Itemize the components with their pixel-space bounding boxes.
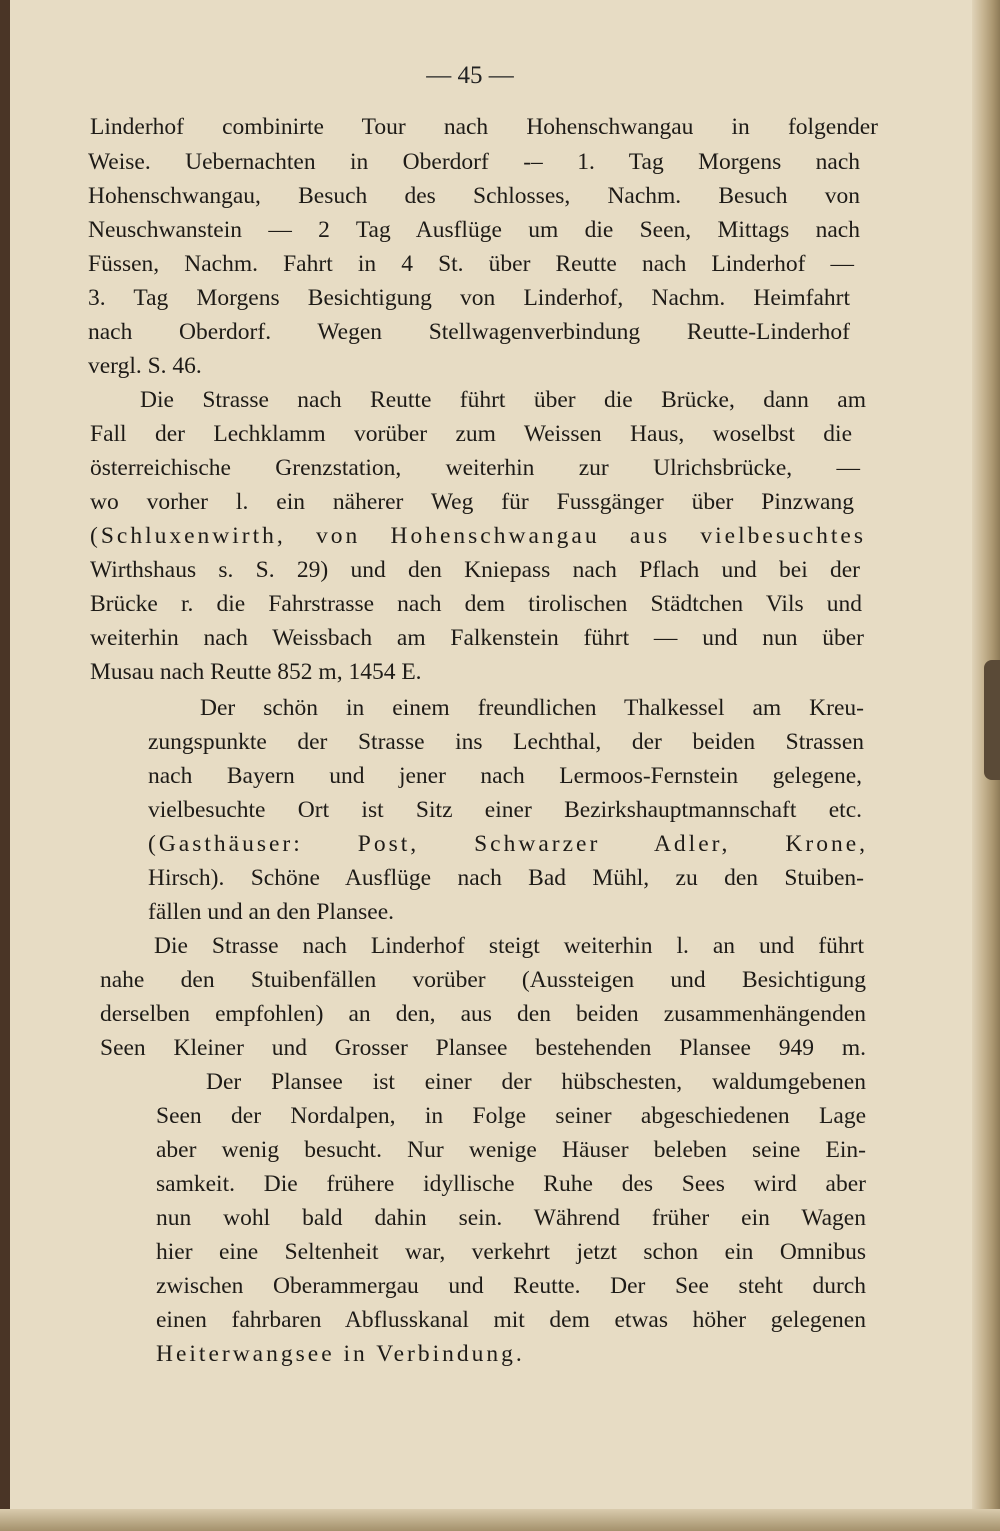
- text-line: (Schluxenwirth, von Hohenschwangau aus vielbesuchtes: [90, 523, 866, 549]
- text-line: hier eine Seltenheit war, verkehrt jetzt schon ein Omnibus: [156, 1239, 866, 1265]
- text-line: nach Oberdorf. Wegen Stellwagenverbindung Reutte-Linderhof: [88, 319, 850, 345]
- text-line: Seen Kleiner und Grosser Plansee bestehenden Plansee 949 m.: [100, 1035, 866, 1061]
- text-line: nach Bayern und jener nach Lermoos-Fernstein gelegene,: [148, 763, 862, 789]
- text-line: wo vorher l. ein näherer Weg für Fussgänger über Pinzwang: [90, 489, 854, 515]
- text-line: Neuschwanstein — 2 Tag Ausflüge um die Seen, Mittags nach: [88, 217, 860, 243]
- text-line: fällen und an den Plansee.: [148, 899, 395, 925]
- text-line: Wirthshaus s. S. 29) und den Kniepass nach Pflach und bei der: [90, 557, 860, 583]
- text-line: zwischen Oberammergau und Reutte. Der See steht durch: [156, 1273, 866, 1299]
- text-line: Seen der Nordalpen, in Folge seiner abgeschiedenen Lage: [156, 1103, 866, 1129]
- text-line: nahe den Stuibenfällen vorüber (Aussteigen und Besichtigung: [100, 967, 866, 993]
- text-line: Weise. Uebernachten in Oberdorf -– 1. Tag Morgens nach: [88, 149, 860, 175]
- text-line: 3. Tag Morgens Besichtigung von Linderhof, Nachm. Heimfahrt: [88, 285, 850, 311]
- text-line: Hirsch). Schöne Ausflüge nach Bad Mühl, zu den Stuiben-: [148, 865, 864, 891]
- text-line: nun wohl bald dahin sein. Während früher ein Wagen: [156, 1205, 866, 1231]
- text-line: (Gasthäuser: Post, Schwarzer Adler, Krone,: [148, 831, 868, 857]
- text-line: Der Plansee ist einer der hübschesten, waldumgebenen: [206, 1069, 866, 1095]
- text-line: vergl. S. 46.: [88, 353, 202, 379]
- text-line: österreichische Grenzstation, weiterhin zur Ulrichsbrücke, —: [90, 455, 860, 481]
- text-line: weiterhin nach Weissbach am Falkenstein führt — und nun über: [90, 625, 864, 651]
- text-line: einen fahrbaren Abflusskanal mit dem etwas höher gelegenen: [156, 1307, 866, 1333]
- text-line: Linderhof combinirte Tour nach Hohenschwangau in folgender: [90, 114, 878, 140]
- text-line: derselben empfohlen) an den, aus den beiden zusammenhängenden: [100, 1001, 866, 1027]
- text-line: Die Strasse nach Reutte führt über die Brücke, dann am: [140, 387, 866, 413]
- text-line: aber wenig besucht. Nur wenige Häuser beleben seine Ein-: [156, 1137, 866, 1163]
- text-line: zungspunkte der Strasse ins Lechthal, der beiden Strassen: [148, 729, 864, 755]
- text-line: Füssen, Nachm. Fahrt in 4 St. über Reutte nach Linderhof —: [88, 251, 854, 277]
- text-line: vielbesuchte Ort ist Sitz einer Bezirkshauptmannschaft etc.: [148, 797, 862, 823]
- page-number: — 45 —: [426, 62, 514, 89]
- text-line: Fall der Lechklamm vorüber zum Weissen Haus, woselbst die: [90, 421, 852, 447]
- text-line: Die Strasse nach Linderhof steigt weiterhin l. an und führt: [154, 933, 864, 959]
- text-line: Brücke r. die Fahrstrasse nach dem tirolischen Städtchen Vils und: [90, 591, 862, 617]
- text-line: Hohenschwangau, Besuch des Schlosses, Nachm. Besuch von: [88, 183, 860, 209]
- text-line: Heiterwangsee in Verbindung.: [156, 1341, 525, 1367]
- text-line: Musau nach Reutte 852 m, 1454 E.: [90, 659, 422, 685]
- text-line: samkeit. Die frühere idyllische Ruhe des Sees wird aber: [156, 1171, 866, 1197]
- text-line: Der schön in einem freundlichen Thalkessel am Kreu-: [200, 695, 864, 721]
